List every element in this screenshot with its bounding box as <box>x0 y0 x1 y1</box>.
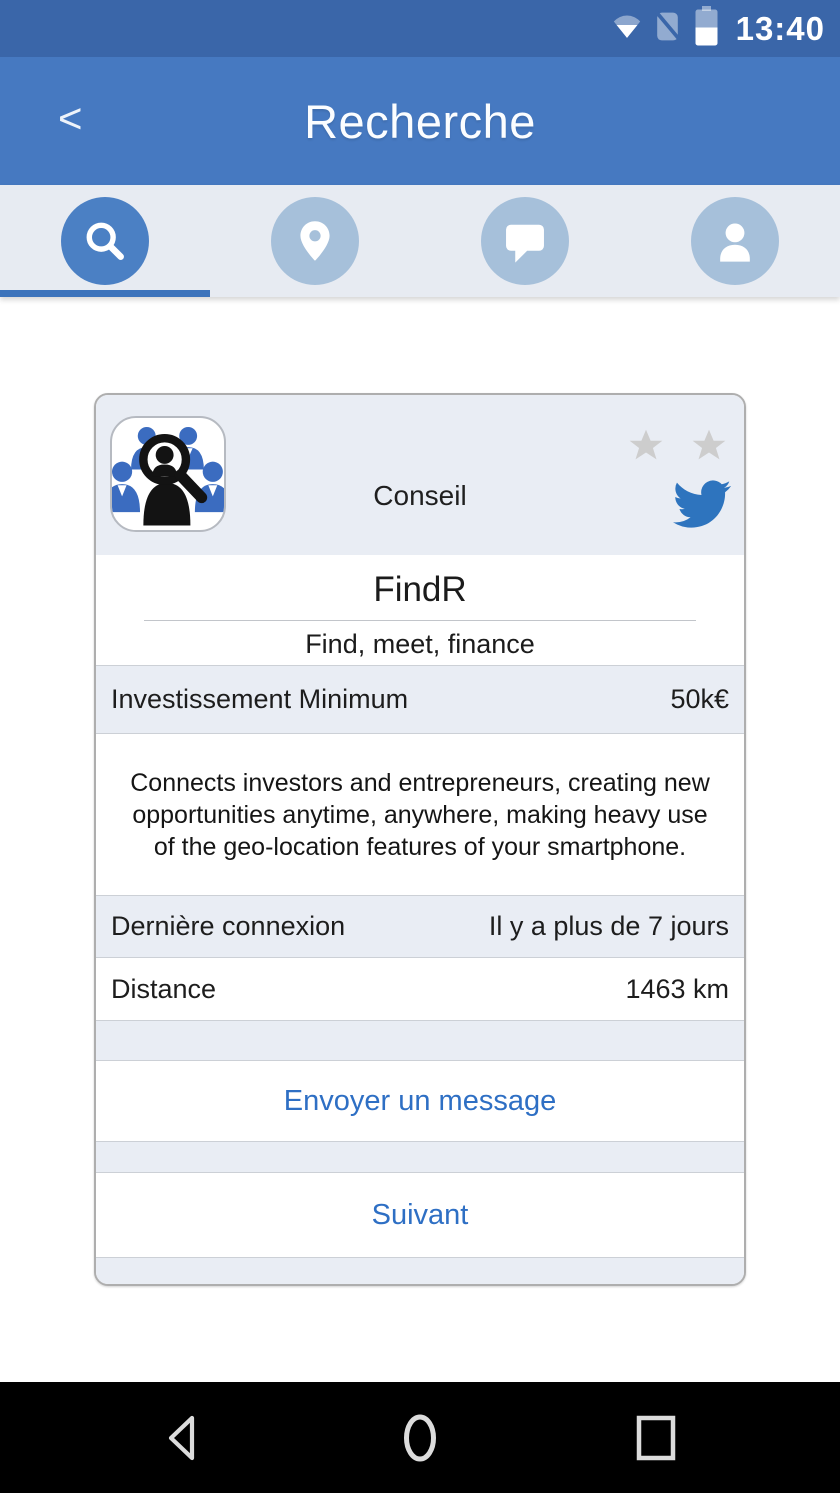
twitter-icon[interactable] <box>670 475 734 533</box>
nav-back-button[interactable] <box>165 1412 197 1464</box>
no-sim-icon <box>654 9 681 48</box>
star-icon <box>690 427 728 469</box>
spacer-row <box>96 1141 744 1172</box>
person-icon <box>691 197 779 285</box>
main-content <box>0 393 840 1478</box>
startup-tagline: Find, meet, finance <box>305 629 535 659</box>
description-text: Connects investors and entrepreneurs, creating new opportunities anytime, anywhere, making heavy use of the geo-location features of your smartphone. <box>96 733 744 895</box>
investment-label: Investissement Minimum <box>111 684 409 714</box>
next-button[interactable]: Suivant <box>96 1172 744 1257</box>
last-connection-row <box>96 895 744 957</box>
android-nav-bar <box>0 1382 840 1493</box>
home-circle-icon <box>401 1453 439 1468</box>
active-tab-indicator <box>0 290 210 297</box>
app-bar <box>0 57 840 185</box>
location-pin-icon <box>271 197 359 285</box>
search-icon <box>61 197 149 285</box>
nav-recents-button[interactable] <box>634 1413 678 1463</box>
card-footer-strip <box>96 1257 744 1284</box>
last-connection-label: Dernière connexion <box>111 911 346 941</box>
status-bar <box>0 0 840 57</box>
tab-location[interactable] <box>210 185 420 297</box>
divider <box>144 620 696 621</box>
page-title: Recherche <box>304 94 536 148</box>
tab-bar <box>0 185 840 297</box>
findr-app-icon <box>110 416 226 532</box>
clock-time: 13:40 <box>735 10 825 47</box>
star-icon <box>627 427 665 469</box>
startup-name: FindR <box>373 570 467 609</box>
back-button[interactable]: < <box>58 94 83 142</box>
card-header <box>96 395 744 555</box>
spacer-row <box>96 1020 744 1060</box>
distance-value: 1463 km <box>625 973 729 1004</box>
tab-chat[interactable] <box>420 185 630 297</box>
distance-row <box>96 957 744 1020</box>
startup-name-section <box>96 555 744 665</box>
battery-icon <box>694 6 719 51</box>
profile-card <box>94 393 746 1286</box>
recents-square-icon <box>634 1451 678 1466</box>
last-connection-value: Il y a plus de 7 jours <box>488 911 729 941</box>
chat-bubble-icon <box>481 197 569 285</box>
investment-row <box>96 665 744 733</box>
rating-stars <box>627 427 728 469</box>
wifi-icon <box>613 14 641 44</box>
send-message-button[interactable]: Envoyer un message <box>96 1060 744 1141</box>
tab-profile[interactable] <box>630 185 840 297</box>
nav-home-button[interactable] <box>401 1411 439 1465</box>
distance-label: Distance <box>111 973 217 1004</box>
back-triangle-icon <box>165 1452 197 1467</box>
investment-value: 50k€ <box>670 684 729 714</box>
tab-search[interactable] <box>0 185 210 297</box>
category-label: Conseil <box>373 480 467 511</box>
